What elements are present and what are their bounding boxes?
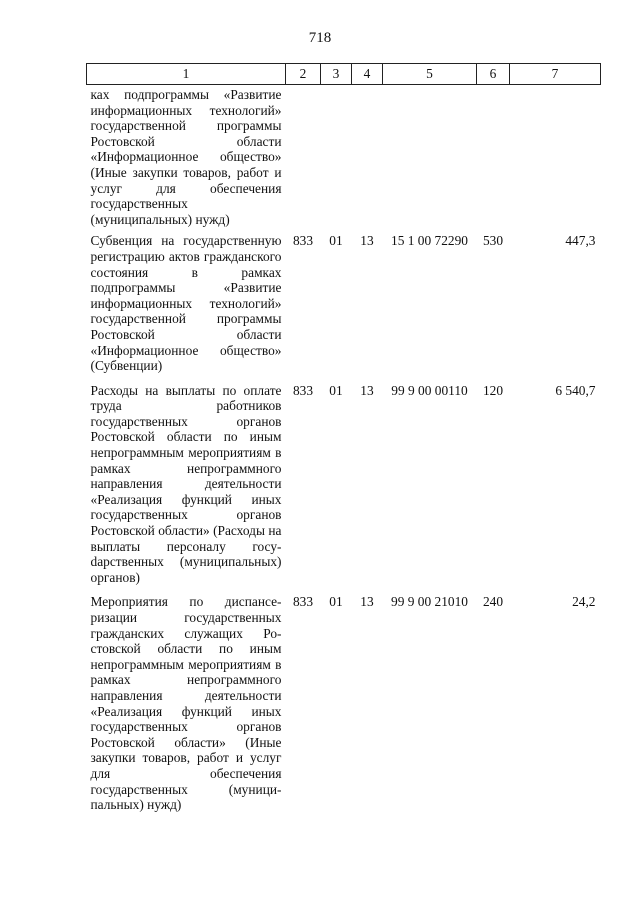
table-row xyxy=(87,383,601,595)
row-amount: 6 540,7 xyxy=(555,382,596,398)
column-header-1: 1 xyxy=(87,64,286,85)
row-amount xyxy=(510,85,601,234)
budget-table xyxy=(86,63,601,822)
row-subsection: 13 xyxy=(360,233,374,249)
row-target: 99 9 00 21010 xyxy=(391,594,468,610)
column-header-6: 6 xyxy=(477,64,510,85)
row-section xyxy=(321,85,352,234)
row-ministry: 833 xyxy=(292,233,314,249)
row-ministry xyxy=(286,85,321,234)
row-section: 01 xyxy=(329,233,343,249)
row-target: 15 1 00 72290 xyxy=(391,233,468,249)
header-row xyxy=(87,64,601,85)
row-section: 01 xyxy=(329,594,343,610)
row-amount: 24,2 xyxy=(572,594,596,610)
table-row xyxy=(87,233,601,382)
row-ministry: 833 xyxy=(292,594,314,610)
row-description: Расходы на выплаты по оплате труда работников государственных органов Ростовской области по иным непрограммным мероприятиям в рамках непрограммного направления деятельности «Реализация функций иных государственных органов Ростовской области» (Расходы на выплаты персоналу госуdарственных (муниципальных) органов) xyxy=(90,382,282,585)
row-type: 530 xyxy=(482,233,504,249)
row-subsection xyxy=(352,85,383,234)
column-header-7: 7 xyxy=(510,64,601,85)
column-header-3: 3 xyxy=(321,64,352,85)
table-row xyxy=(87,594,601,821)
row-description: Мероприятия по диспансеризации государственных гражданских служащих Ростовской области по иным непрограммным мероприятиям в рамках непрограммного направления деятельности «Реализация функций иных государственных органов Ростовской области» (Иные закупки товаров, работ и услуг для обеспечения государственных (муниципальных) нужд) xyxy=(90,594,282,813)
row-target: 99 9 00 00110 xyxy=(391,382,468,398)
row-subsection: 13 xyxy=(360,594,374,610)
row-target xyxy=(383,85,477,234)
table-row xyxy=(87,85,601,234)
row-description: Субвенция на государственную регистрацию актов гражданского состояния в рамках подпрограммы «Развитие информационных технологий» государственной программы Ростовской области «Информационное общество» (Субвенции) xyxy=(90,233,282,374)
row-section: 01 xyxy=(329,382,343,398)
page-number: 718 xyxy=(308,30,332,46)
row-type xyxy=(477,85,510,234)
row-ministry: 833 xyxy=(292,382,314,398)
column-header-5: 5 xyxy=(383,64,477,85)
row-type: 240 xyxy=(482,594,504,610)
column-header-4: 4 xyxy=(352,64,383,85)
row-description: ках подпрограммы «Развитие информационных технологий» государственной программы Ростовской области «Информационное общество» (Иные закупки товаров, работ и услуг для обеспечения государственных (муниципальных) нужд) xyxy=(90,87,282,227)
row-amount: 447,3 xyxy=(565,233,596,249)
column-header-2: 2 xyxy=(286,64,321,85)
row-type: 120 xyxy=(482,382,504,398)
row-subsection: 13 xyxy=(360,382,374,398)
